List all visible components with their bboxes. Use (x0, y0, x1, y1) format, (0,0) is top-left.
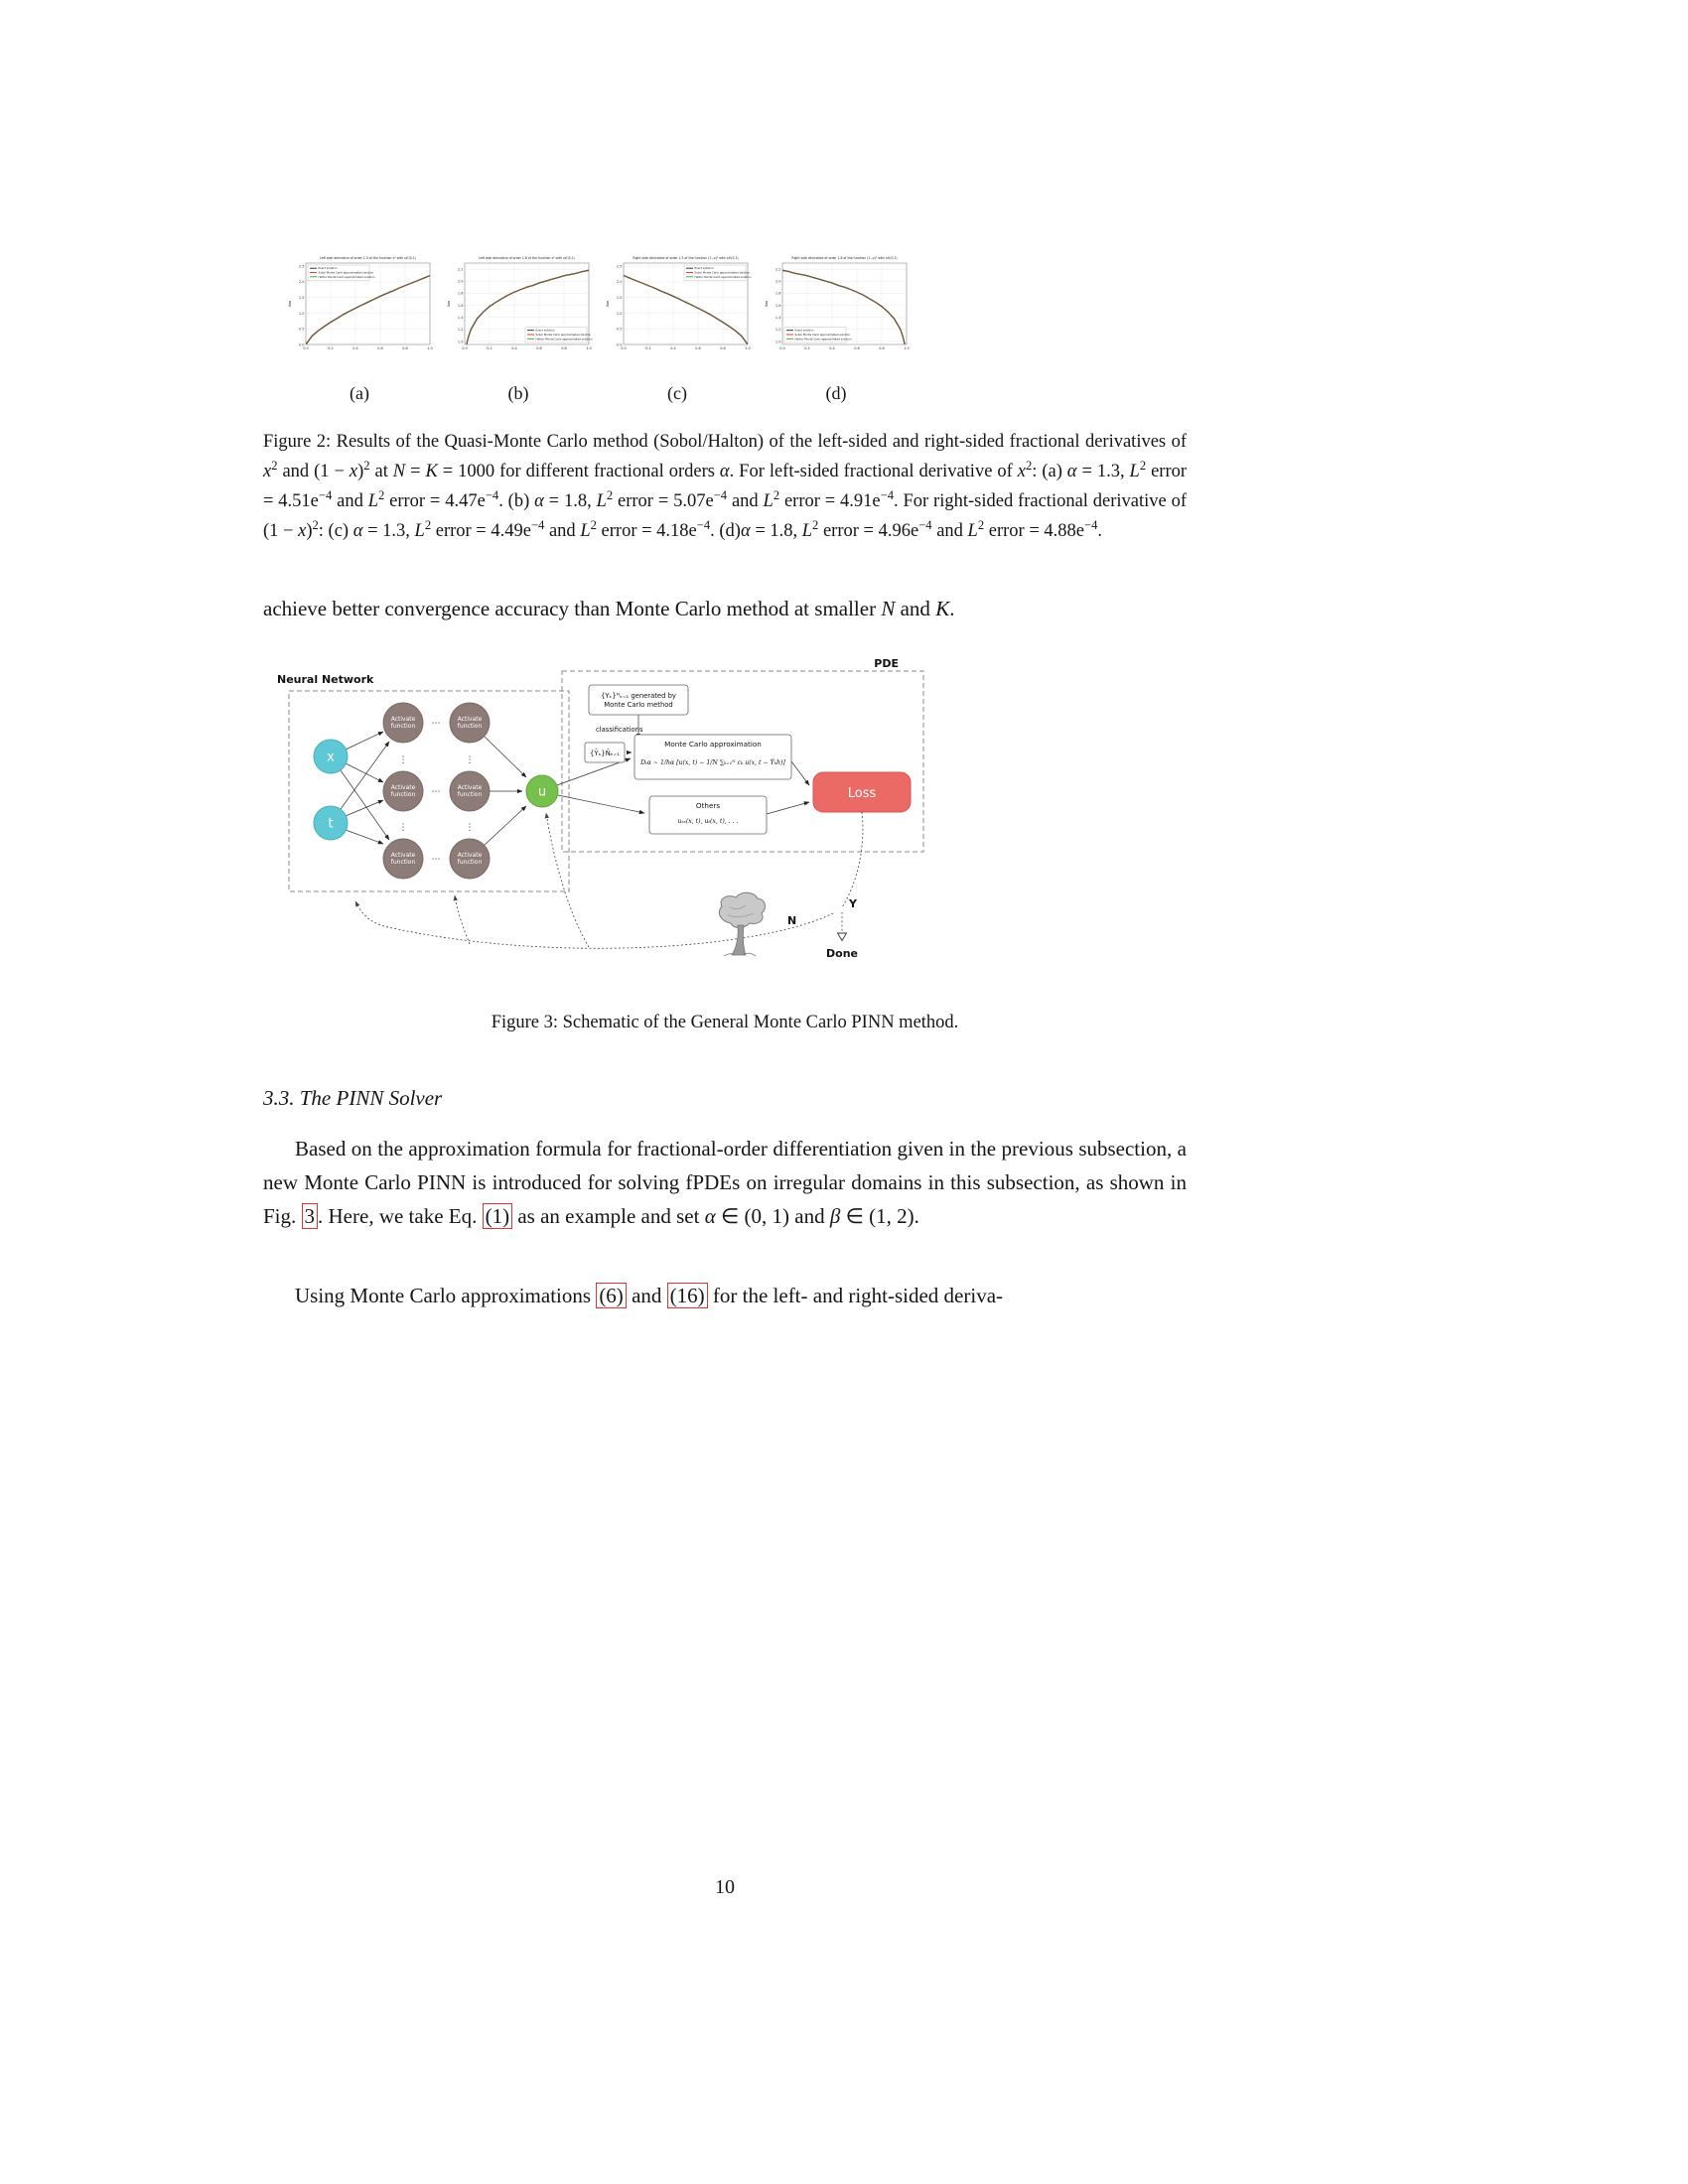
svg-text:0.2: 0.2 (487, 346, 492, 350)
svg-text:1.8: 1.8 (457, 291, 464, 296)
tree-sketch-icon (719, 892, 765, 956)
svg-text:1.0: 1.0 (298, 311, 305, 316)
feedback-flow (355, 812, 863, 960)
svg-text:Left side derivative of order: Left side derivative of order 1.8 of the function x² with x∈(0,1) (479, 256, 575, 260)
done-label: Done (826, 947, 858, 960)
layer-ellipsis (432, 719, 441, 865)
svg-text:1.0: 1.0 (616, 311, 623, 316)
svg-text:∂αu: ∂αu (447, 300, 451, 308)
svg-text:2.0: 2.0 (457, 279, 464, 284)
svg-text:1.0: 1.0 (774, 340, 781, 344)
branch-y-label: Y (849, 897, 857, 910)
svg-text:0.6: 0.6 (377, 346, 383, 350)
svg-text:Exact solution: Exact solution (318, 266, 338, 271)
open-arrowhead-icon (838, 933, 847, 941)
svg-text:0.8: 0.8 (879, 346, 885, 350)
svg-text:Activate: Activate (457, 784, 483, 791)
svg-text:2.5: 2.5 (616, 264, 623, 269)
svg-text:1.8: 1.8 (774, 291, 781, 296)
svg-text:1.2: 1.2 (774, 328, 781, 333)
classifications-label: classifications (596, 726, 643, 734)
svg-text:function: function (390, 859, 416, 866)
svg-text:∂αu: ∂αu (288, 300, 292, 308)
svg-text:2.0: 2.0 (616, 280, 623, 285)
svg-text:Halton Monte Carlo approximate: Halton Monte Carlo approximated solution (794, 337, 852, 341)
vertical-dots: ⋮ (465, 755, 475, 765)
svg-text:1.0: 1.0 (457, 340, 464, 344)
figure3-caption: Figure 3: Schematic of the General Monte Carlo PINN method. (491, 1013, 959, 1032)
svg-text:Dₜα ∼ 1/hα [u(x, t) − 1/N ∑ₖ₌₁: Dₜα ∼ 1/hα [u(x, t) − 1/N ∑ₖ₌₁ᴺ cₖ u(x, t − Ỹₖh)] (640, 759, 785, 766)
svg-text:0.0: 0.0 (616, 342, 623, 347)
svg-text:2.0: 2.0 (774, 279, 781, 284)
svg-text:0.4: 0.4 (829, 346, 835, 350)
vertical-dots: ⋮ (398, 755, 408, 765)
ref-link[interactable]: (1) (483, 1203, 513, 1229)
svg-text:2.2: 2.2 (774, 267, 781, 272)
svg-text:Monte Carlo method: Monte Carlo method (604, 701, 673, 709)
subcaption-c: (c) (667, 383, 687, 403)
svg-text:0.0: 0.0 (779, 346, 785, 350)
subcaption-d: (d) (825, 383, 847, 403)
svg-text:⋯: ⋯ (431, 719, 441, 729)
loss-label: Loss (847, 786, 877, 801)
svg-text:function: function (390, 723, 416, 730)
svg-text:0.8: 0.8 (402, 346, 408, 350)
input-t-label: t (328, 816, 334, 832)
vertical-dots: ⋮ (465, 823, 475, 833)
svg-text:Right side derivative of order: Right side derivative of order 1.8 of the function (1−x)² with x∈(0,1) (791, 256, 898, 260)
svg-text:1.0: 1.0 (745, 346, 751, 350)
output-u-label: u (537, 784, 547, 800)
svg-text:0.2: 0.2 (328, 346, 334, 350)
svg-text:function: function (457, 859, 483, 866)
svg-text:1.5: 1.5 (298, 295, 305, 300)
figure2-caption: Figure 2: Results of the Quasi-Monte Carlo method (Sobol/Halton) of the left-sided and right-sided fractional derivatives of $x^2$ and $(1 - x)^2$ at N = K = 1000 for different fractional orders α. For left-sided fractional derivative of $x^2$: (a) α = 1.3, $L^2$ error = $4.51e^{-4}$ and $L^2$ error = $4.47e^{-4}$. (b) α = 1.8, $L^2$ error = $5.07e^{-4}$ and $L^2$ error = $4.91e^{-4}$. For right-sided fractional derivative of $(1 - x)^2$: (c) α = 1.3, $L^2$ error = $4.49e^{-4}$ and $L^2$ error = $4.18e^{-4}$. (d)α = 1.8, $L^2$ error = $4.96e^{-4}$ and $L^2$ error = $4.88e^{-4}$. (263, 432, 1188, 541)
svg-text:Monte Carlo approximation: Monte Carlo approximation (664, 740, 762, 749)
svg-text:⋯: ⋯ (431, 855, 441, 865)
figure2-chart-d (762, 251, 911, 362)
svg-text:Others: Others (695, 801, 721, 810)
hidden-layer-2 (450, 703, 490, 879)
svg-text:2.5: 2.5 (298, 264, 305, 269)
subcaption-b: (b) (507, 383, 529, 403)
ref-link[interactable]: (6) (596, 1283, 627, 1308)
paragraph-2: Using Monte Carlo approximations (6) and (16) for the left- and right-sided deriva- (295, 1284, 1004, 1307)
svg-text:0.4: 0.4 (511, 346, 517, 350)
svg-text:1.0: 1.0 (904, 346, 910, 350)
svg-text:Sobol Monte Carlo approximated: Sobol Monte Carlo approximated solution (535, 333, 592, 337)
svg-text:1.0: 1.0 (586, 346, 592, 350)
svg-text:Halton Monte Carlo approximate: Halton Monte Carlo approximated solution (535, 337, 593, 341)
svg-text:Activate: Activate (390, 784, 416, 791)
svg-text:0.2: 0.2 (645, 346, 651, 350)
svg-text:1.0: 1.0 (427, 346, 433, 350)
svg-text:Left side derivative of order: Left side derivative of order 1.3 of the function x² with x∈(0,1) (320, 256, 416, 260)
svg-text:⋯: ⋯ (431, 787, 441, 797)
output-node-u (526, 775, 558, 807)
svg-text:Activate: Activate (457, 852, 483, 859)
pde-label: PDE (874, 657, 899, 670)
svg-text:Sobol Monte Carlo approximated: Sobol Monte Carlo approximated solution (318, 270, 374, 275)
figure3 (271, 657, 936, 987)
svg-text:0.8: 0.8 (720, 346, 726, 350)
mc-generator-box (589, 685, 688, 715)
svg-text:Halton Monte Carlo approximate: Halton Monte Carlo approximated solution (694, 274, 752, 279)
svg-text:{Yₖ}ᴺₖ₌₁ generated by: {Yₖ}ᴺₖ₌₁ generated by (601, 692, 676, 700)
svg-text:function: function (390, 791, 416, 798)
figure2-chart-c (603, 251, 752, 362)
svg-text:{Ỹₖ}Ñₖ₌₁: {Ỹₖ}Ñₖ₌₁ (590, 750, 620, 757)
ytilde-box (585, 743, 625, 762)
vertical-dots: ⋮ (398, 823, 408, 833)
svg-text:0.6: 0.6 (536, 346, 542, 350)
svg-text:Sobol Monte Carlo approximated: Sobol Monte Carlo approximated solution (794, 333, 851, 337)
svg-text:function: function (457, 723, 483, 730)
svg-text:Activate: Activate (390, 852, 416, 859)
svg-text:0.0: 0.0 (462, 346, 468, 350)
paragraph-1: Based on the approximation formula for fractional-order differentiation given in the previous subsection, a new Monte Carlo PINN is introduced for solving fPDEs on irregular domains in this subsection, as shown in Fig. 3 . Here, we take Eq. (1) as an example and set α ∈ (0, 1) and β ∈ (1, 2). (263, 1137, 1187, 1228)
svg-text:1.2: 1.2 (457, 328, 464, 333)
svg-text:∂αu: ∂αu (606, 300, 610, 308)
figure3-diagram (271, 657, 936, 987)
svg-text:0.2: 0.2 (804, 346, 810, 350)
svg-text:1.4: 1.4 (774, 315, 781, 320)
page-number: 10 (715, 1876, 735, 1898)
page-content (263, 0, 1187, 2184)
section-heading: 3.3. The PINN Solver (263, 1086, 443, 1110)
svg-text:0.8: 0.8 (561, 346, 567, 350)
svg-text:0.4: 0.4 (670, 346, 676, 350)
loss-box (813, 772, 911, 812)
svg-text:0.0: 0.0 (298, 342, 305, 347)
figure2-subcaptions (285, 383, 911, 404)
svg-text:Exact solution: Exact solution (794, 328, 814, 333)
svg-text:1.4: 1.4 (457, 315, 464, 320)
neural-network-label: Neural Network (277, 673, 374, 686)
svg-text:0.5: 0.5 (616, 327, 623, 332)
branch-n-label: N (787, 914, 797, 927)
subcaption-a: (a) (350, 383, 369, 403)
svg-text:1.5: 1.5 (616, 295, 623, 300)
svg-text:1.6: 1.6 (774, 303, 781, 308)
input-x-label: x (327, 750, 335, 765)
svg-text:0.4: 0.4 (352, 346, 358, 350)
svg-text:Sobol Monte Carlo approximated: Sobol Monte Carlo approximated solution (694, 270, 751, 275)
others-box (649, 796, 767, 834)
svg-text:1.6: 1.6 (457, 303, 464, 308)
svg-text:function: function (457, 791, 483, 798)
ref-link[interactable]: 3 (302, 1203, 319, 1229)
svg-text:Exact solution: Exact solution (694, 266, 714, 271)
svg-text:Activate: Activate (457, 716, 483, 723)
svg-text:Halton Monte Carlo approximate: Halton Monte Carlo approximated solution (318, 274, 375, 279)
hidden-layer-1 (383, 703, 423, 879)
body-text-line: achieve better convergence accuracy than Monte Carlo method at smaller N and K. (263, 597, 955, 620)
input-node-t (314, 806, 348, 840)
figure2-charts (285, 251, 911, 362)
svg-text:0.0: 0.0 (303, 346, 309, 350)
mc-approximation-box (634, 735, 791, 779)
svg-text:2.2: 2.2 (457, 267, 464, 272)
svg-text:Right side derivative of order: Right side derivative of order 1.3 of the function (1−x)² with x∈(0,1) (633, 256, 739, 260)
svg-text:uₓₓ(x, t), uₜ(x, t), . . .: uₓₓ(x, t), uₜ(x, t), . . . (677, 818, 739, 825)
svg-text:0.5: 0.5 (298, 327, 305, 332)
svg-text:0.6: 0.6 (695, 346, 701, 350)
svg-text:0.6: 0.6 (854, 346, 860, 350)
svg-text:∂αu: ∂αu (765, 300, 769, 308)
svg-text:2.0: 2.0 (298, 280, 305, 285)
ref-link[interactable]: (16) (667, 1283, 708, 1308)
input-node-x (314, 740, 348, 773)
svg-text:Activate: Activate (390, 716, 416, 723)
svg-text:Exact solution: Exact solution (535, 328, 555, 333)
svg-text:0.0: 0.0 (621, 346, 627, 350)
figure2-chart-a (285, 251, 434, 362)
figure2-chart-b (444, 251, 593, 362)
